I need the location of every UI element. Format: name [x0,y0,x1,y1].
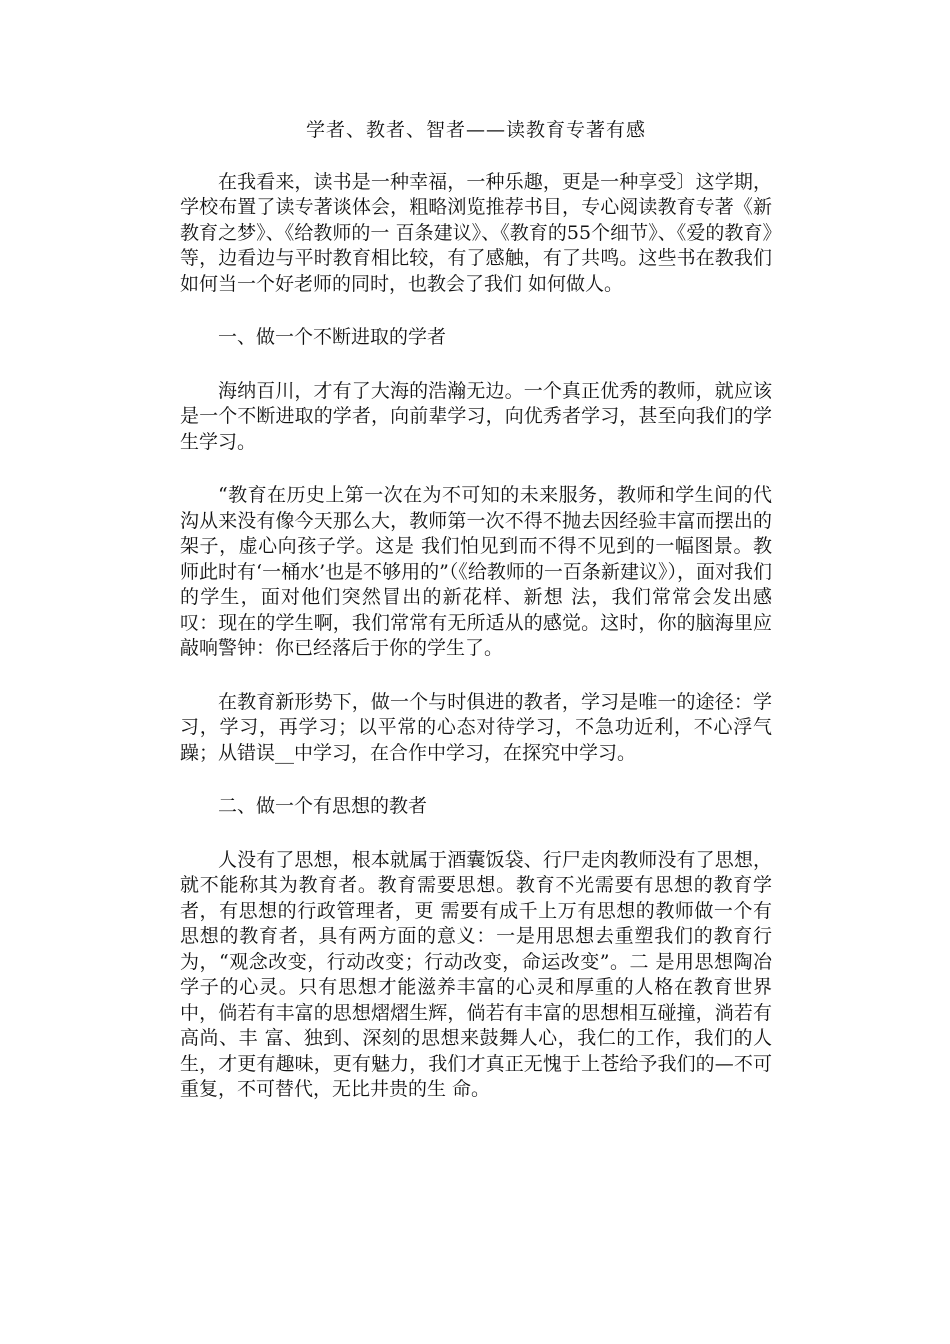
paragraph-scholar-3: 在教育新形势下，做一个与时俱进的教者，学习是唯一的途径：学习，学习，再学习；以平常的心态对待学习，不急功近利，不心浮气躁；从错误__中学习，在合作中学习，在探究中学习。 [180,690,772,764]
paragraph-thinker-1: 人没有了思想，根本就属于酒囊饭袋、行尸走肉教师没有了思想，就不能称其为教育者。教育需要思想。教育不光需要有思想的教育学者，有思想的行政管理者，更 需要有成千上万有思想的教师做一个有思想的教育者，具有两方面的意义：一是用思想去重塑我们的教育行为，“观念改变，行动改变；行动改变，命运改变”。二 是用思想陶冶学子的心灵。只有思想才能滋养丰富的心灵和厚重的人格在教育世界中，倘若有丰富的思想熠熠生辉，倘若有丰富的思想相互碰撞，淌若有高尚、丰 富、独到、深刻的思想来鼓舞人心，我仁的工作，我们的人生，才更有趣味，更有魅力，我们才真正无愧于上苍给予我们的—不可重复，不可替代，无比井贵的生 命。 [180,848,772,1100]
section-heading-scholar: 一、做一个不断进取的学者 [218,326,447,348]
section-heading-thinker: 二、做一个有思想的教者 [218,795,428,817]
document-page [180,118,772,1131]
paragraph-scholar-quote: “教育在历史上第一次在为不可知的未来服务，教师和学生间的代沟从来没有像今天那么大，教师第一次不得不抛去因经验丰富而摆出的架子，虚心向孩子学。这是 我们怕见到而不得不见到的一幅图景。教师此时有‘一桶水’也是不够用的”（《给教师的一百条新建议》），面对我们的学生，面对他们突然冒出的新花样、新想 法，我们常常会发出感叹：现在的学生啊，我们常常有无所适从的感觉。这时，你的脑海里应敲响警钟：你已经落后于你的学生了。 [180,484,772,659]
paragraph-intro: 在我看来，读书是一种幸福，一种乐趣，更是一种享受〕这学期，学校布置了读专著谈体会，粗略浏览推荐书目，专心阅读教育专著《新教育之梦》、《给教师的一 百条建议》、《教育的55个细节》、《爱的教育》等，边看边与平时教育相比较，有了感触，有了共鸣。这些书在教我们如何当一个好老师的同时，也教会了我们 如何做人。 [180,170,772,295]
paragraph-scholar-1: 海纳百川，才有了大海的浩瀚无边。一个真正优秀的教师，就应该是一个不断进取的学者，向前辈学习，向优秀者学习，甚至向我们的学生学习。 [180,379,772,453]
document-title: 学者、教者、智者——读教育专著有感 [305,119,646,141]
